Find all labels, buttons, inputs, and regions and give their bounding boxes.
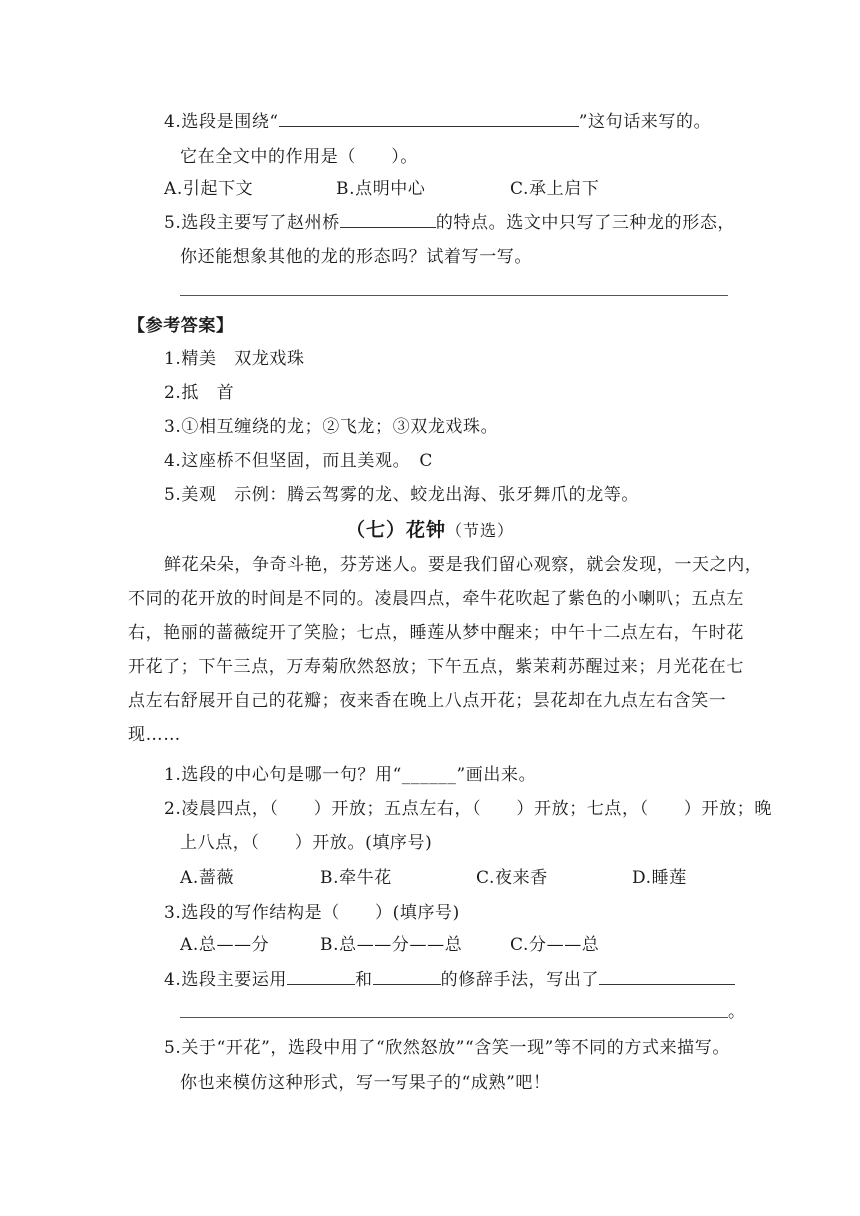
- s2-option-b: B.牵牛花: [320, 868, 392, 888]
- q4-line1: [164, 110, 711, 134]
- section-title: [346, 518, 514, 543]
- s4-end-mark: 。: [728, 1002, 746, 1022]
- q5-writing-line[interactable]: [180, 295, 728, 296]
- passage-line-3: 右，艳丽的蔷薇绽开了笑脸；七点，睡莲从梦中醒来；中午十二点左右，午时花: [128, 623, 744, 643]
- q4-option-c: C.承上启下: [510, 179, 600, 199]
- s4-blank-3[interactable]: [599, 968, 735, 985]
- q4-text-pre: 4.选段是围绕“: [164, 112, 279, 132]
- s4-text-mid: 和: [355, 970, 373, 990]
- s2-option-d: D.睡莲: [632, 868, 687, 888]
- answer-item-2: 2.抵 首: [164, 383, 235, 403]
- s2-option-a: A.蔷薇: [180, 868, 235, 888]
- s-question-1: 1.选段的中心句是哪一句？用“______”画出来。: [164, 765, 537, 785]
- q4-line2: 它在全文中的作用是（ ）。: [180, 147, 418, 167]
- s-question-2-line2: 上八点，（ ）开放。(填序号): [180, 833, 433, 853]
- q4-answer-blank[interactable]: [279, 110, 579, 127]
- s-question-5-line2: 你也来模仿这种形式，写一写果子的“成熟”吧！: [180, 1073, 551, 1093]
- q4-text-post: ”这句话来写的。: [578, 112, 712, 132]
- s3-option-a: A.总——分: [180, 935, 270, 955]
- answer-item-5: 5.美观 示例：腾云驾雾的龙、蛟龙出海、张牙舞爪的龙等。: [164, 485, 640, 505]
- s2-option-c: C.夜来香: [476, 868, 548, 888]
- s-question-4: [164, 968, 735, 992]
- answer-item-1: 1.精美 双龙戏珠: [164, 349, 305, 369]
- section-title-main: （七）花钟: [346, 519, 447, 541]
- q5-text-post: 的特点。选文中只写了三种龙的形态，: [435, 213, 736, 233]
- answer-item-4: 4.这座桥不但坚固，而且美观。 C: [164, 451, 433, 471]
- s3-option-c: C.分——总: [510, 935, 600, 955]
- q5-text-pre: 5.选段主要写了赵州桥: [164, 213, 340, 233]
- s3-option-b: B.总——分——总: [320, 935, 463, 955]
- section-title-sub: （节选）: [446, 521, 515, 540]
- passage-line-6: 现……: [128, 725, 181, 745]
- s4-blank-2[interactable]: [373, 968, 441, 985]
- s4-blank-1[interactable]: [287, 968, 355, 985]
- s-question-5-line1: 5.关于“开花”，选段中用了“欣然怒放”“含笑一现”等不同的方式来描写。: [164, 1038, 730, 1058]
- s-question-3: 3.选段的写作结构是（ ）(填序号): [164, 903, 460, 923]
- s4-text-pre: 4.选段主要运用: [164, 970, 288, 990]
- q5-line1: [164, 211, 735, 235]
- answers-heading: 【参考答案】: [128, 316, 234, 336]
- s4-writing-line[interactable]: [180, 1017, 728, 1018]
- passage-line-2: 不同的花开放的时间是不同的。凌晨四点，牵牛花吹起了紫色的小喇叭；五点左: [128, 589, 744, 609]
- answer-item-3: 3.①相互缠绕的龙；②飞龙；③双龙戏珠。: [164, 417, 499, 437]
- passage-line-5: 点左右舒展开自己的花瓣；夜来香在晚上八点开花；昙花却在九点左右含笑一: [128, 691, 727, 711]
- q4-option-b: B.点明中心: [336, 179, 426, 199]
- s-question-2-line1: 2.凌晨四点，（ ）开放；五点左右，（ ）开放；七点，（ ）开放；晚: [164, 799, 772, 819]
- q5-line2: 你还能想象其他的龙的形态吗？试着写一写。: [180, 247, 532, 267]
- q4-option-a: A.引起下文: [164, 179, 254, 199]
- q5-answer-blank[interactable]: [340, 211, 436, 228]
- passage-line-1: 鲜花朵朵，争奇斗艳，芬芳迷人。要是我们留心观察，就会发现，一天之内，: [164, 555, 763, 575]
- s4-text-post: 的修辞手法，写出了: [440, 970, 600, 990]
- passage-line-4: 开花了；下午三点，万寿菊欣然怒放；下午五点，紫茉莉苏醒过来；月光花在七: [128, 657, 744, 677]
